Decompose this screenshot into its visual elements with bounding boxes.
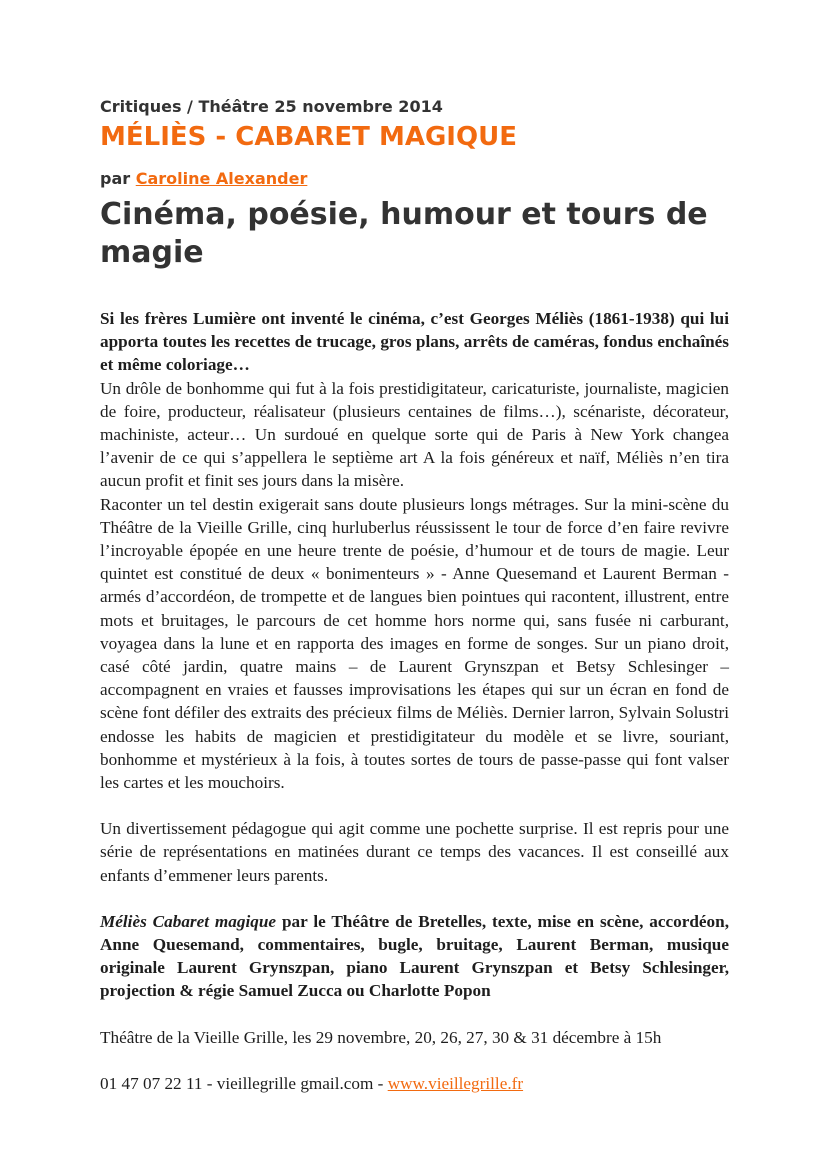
byline (100, 168, 729, 190)
article-subtitle: Cinéma, poésie, humour et tours de magie (100, 197, 708, 270)
paragraph-3: Un divertissement pédagogue qui agit comme une pochette surprise. Il est repris pour une série de représentations en matinées durant ce temps des vacances. Il est conseillé aux enfants d’emmener leurs parents. (100, 819, 729, 885)
contact-line (100, 1072, 729, 1095)
show-title: Méliès Cabaret magique (100, 911, 277, 931)
article-body (100, 307, 729, 1095)
author-link[interactable]: Caroline Alexander (135, 169, 308, 188)
article-page (100, 96, 729, 1095)
byline-prefix: par (100, 169, 136, 188)
dates-line: Théâtre de la Vieille Grille, les 29 novembre, 20, 26, 27, 30 & 31 décembre à 15h (100, 1027, 662, 1047)
article-title: MÉLIÈS - CABARET MAGIQUE (100, 122, 517, 152)
paragraph-2: Raconter un tel destin exigerait sans doute plusieurs longs métrages. Sur la mini-scène du Théâtre de la Vieille Grille, cinq hurluberlus réussissent le tour de force d’en faire revivre l’incroyable épopée en une heure trente de poésie, d’humour et de tours de magie. Leur quintet est constitué de deux « bonimenteurs » - Anne Quesemand et Laurent Berman - armés d’accordéon, de trompette et de langues bien pointues qui racontent, illustrent, entre mots et bruitages, le parcours de cet homme hors norme qui, sans fusée ni carburant, voyagea dans la lune et en rapporta des images en forme de songes. Sur un piano droit, casé côté jardin, quatre mains – de Laurent Grynszpan et Betsy Schlesinger – accompagnent en vraies et fausses improvisations les étapes qui sur un écran en fond de scène font défiler des extraits des précieux films de Méliès. Dernier larron, Sylvain Solustri endosse les habits de magicien et prestidigitateur du modèle et se livre, souriant, bonhomme et mystérieux à la fois, à toutes sortes de tours de passe-passe qui font valser les cartes et les mouchoirs. (100, 494, 729, 793)
intro-paragraph: Si les frères Lumière ont inventé le cinéma, c’est Georges Méliès (1861-1938) qui lui apporta toutes les recettes de trucage, gros plans, arrêts de caméras, fondus enchaînés et même coloriage… (100, 309, 729, 375)
section-date: Critiques / Théâtre 25 novembre 2014 (100, 97, 443, 116)
website-link[interactable]: www.vieillegrille.fr (387, 1073, 524, 1093)
contact-text: 01 47 07 22 11 - vieillegrille gmail.com - (100, 1073, 388, 1093)
paragraph-1: Un drôle de bonhomme qui fut à la fois prestidigitateur, caricaturiste, journaliste, magicien de foire, producteur, réalisateur (plusieurs centaines de films…), scénariste, décorateur, machiniste, acteur… Un surdoué en quelque sorte qui de Paris à New York changea l’avenir de ce qui s’appellera le septième art A la fois généreux et naïf, Méliès n’en tira aucun profit et finit ses jours dans la misère. (100, 378, 729, 491)
credits-text: par le Théâtre de Bretelles, texte, mise en scène, accordéon, Anne Quesemand, commentaires, bugle, bruitage, Laurent Berman, musique originale Laurent Grynszpan, piano Laurent Grynszpan et Betsy Schlesinger, projection & régie Samuel Zucca ou Charlotte Popon (100, 911, 729, 1001)
credits-paragraph (100, 910, 729, 1003)
